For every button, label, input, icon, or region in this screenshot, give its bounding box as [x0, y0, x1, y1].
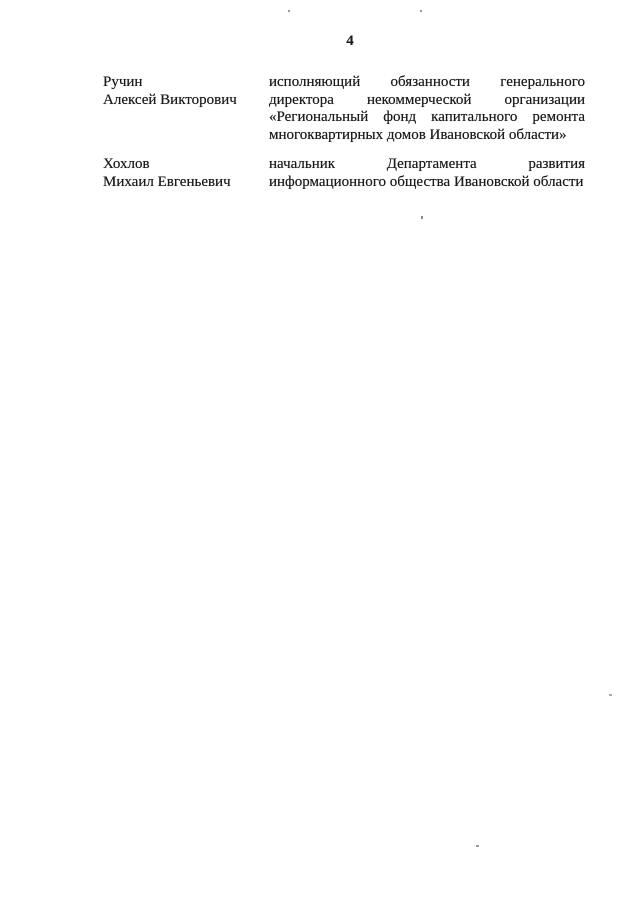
- signatory-surname: Хохлов: [103, 156, 150, 172]
- scan-speck: [420, 10, 422, 12]
- scan-speck: [476, 845, 479, 847]
- position-line: директора некоммерческой организации: [269, 91, 585, 108]
- signatory-position: [269, 156, 585, 191]
- page-number: 4: [346, 33, 354, 49]
- signatory-name: [103, 156, 263, 191]
- position-line: исполняющий обязанности генерального: [269, 74, 585, 90]
- position-line: начальник Департамента развития: [269, 156, 585, 172]
- signatory-name: [103, 74, 263, 109]
- signatory-surname: Ручин: [103, 74, 143, 90]
- scan-speck: [288, 10, 290, 12]
- position-line: «Региональный фонд капитального ремонта: [269, 109, 585, 126]
- signatory-given-patronymic: Михаил Евгеньевич: [103, 173, 231, 190]
- signatory-given-patronymic: Алексей Викторович: [103, 91, 237, 108]
- position-line: многоквартирных домов Ивановской области»: [269, 127, 567, 144]
- position-line: информационного общества Ивановской области: [269, 173, 584, 190]
- scan-speck: [421, 216, 423, 219]
- signatory-position: [269, 74, 585, 145]
- scan-speck: [609, 694, 612, 696]
